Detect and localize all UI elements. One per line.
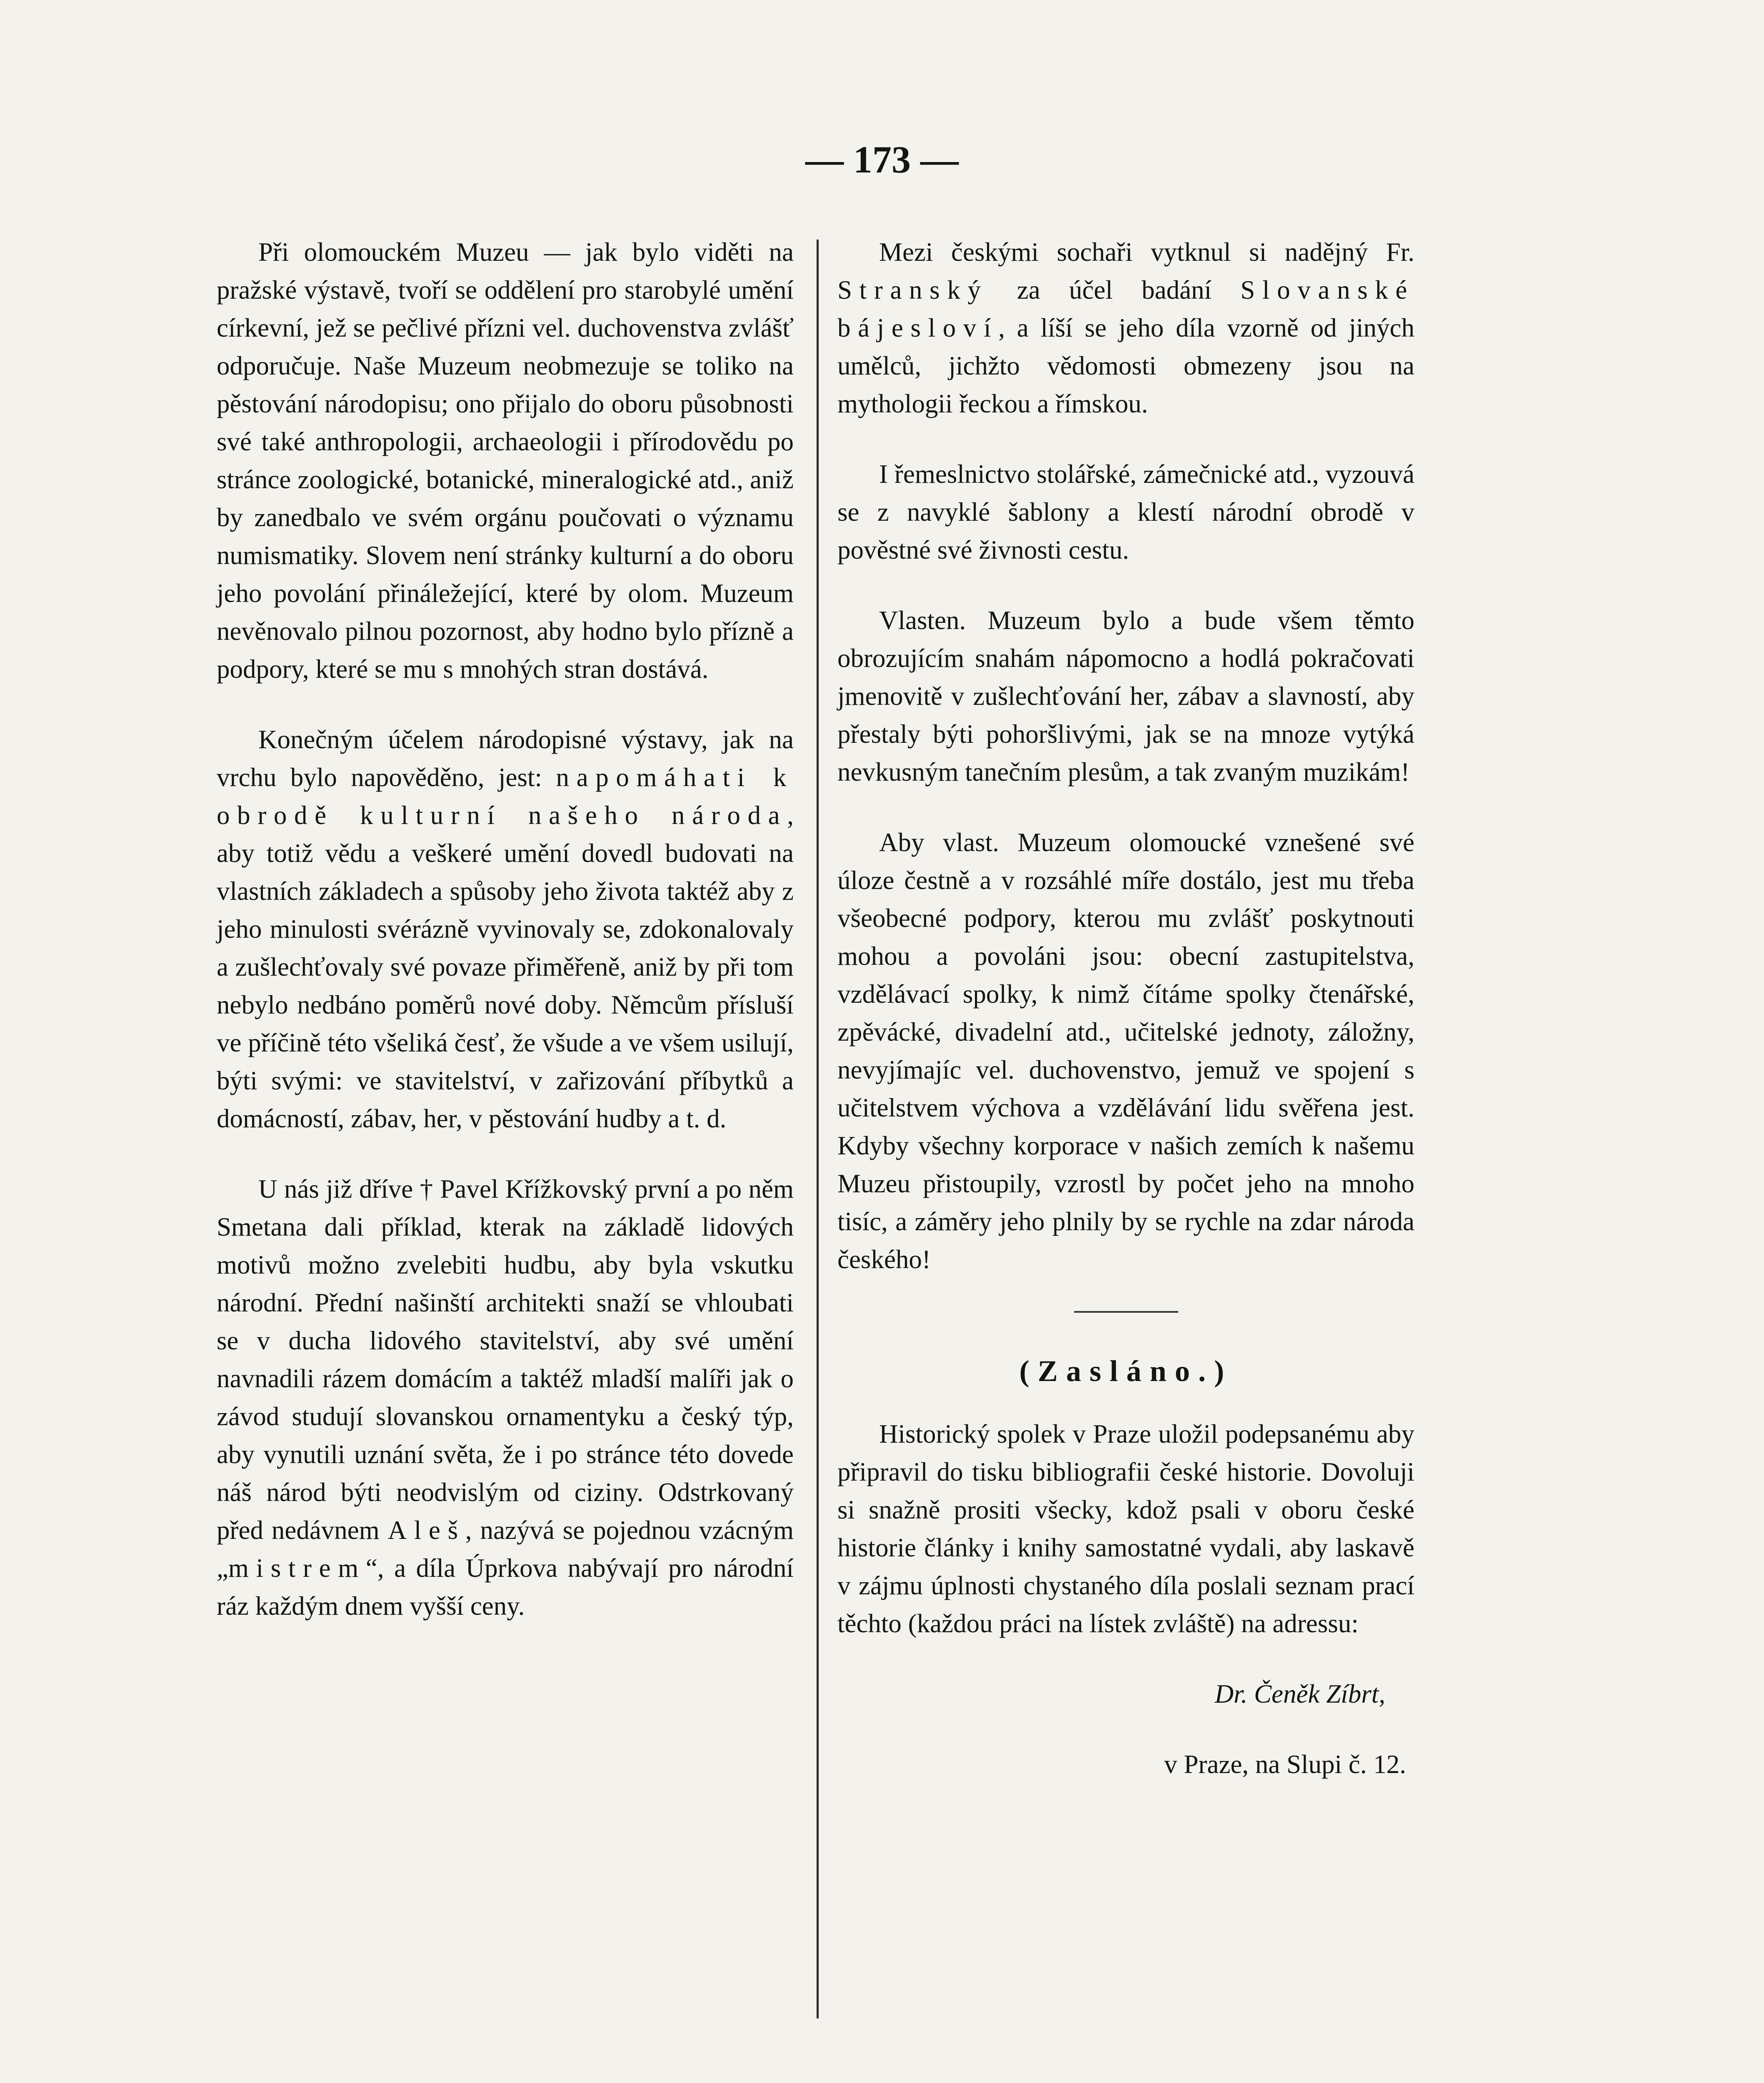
right-paragraph-4: Aby vlast. Muzeum olomoucké vznešené své úloze čestně a v rozsáhlé míře dostálo, jest mu třeba všeobecné podpory, kterou mu zvlášť poskytnouti mohou a povoláni jsou: obecní zastupitelstva, vzdělávací spolky, k nimž čítáme spolky čtenářské, zpěvácké, divadelní atd., učitelské jednoty, záložny, nevyjímajíc vel. duchovenstvo, jemuž ve spojení s učitelstvem výchova a vzdělávání lidu svěřena jest. Kdyby všechny korporace v našich zemích k našemu Muzeu přistoupily, vzrostl by počet jeho na mnoho tisíc, a záměry jeho plnily by se rychle na zdar národa českého! — [837, 828, 1414, 1274]
left-paragraph-3 — [217, 1170, 794, 1625]
right-column — [837, 233, 1414, 1816]
left-p3-mistrem: mistrem — [228, 1554, 366, 1583]
left-p3-ales: Aleš — [387, 1516, 465, 1545]
left-p2-text-a: Konečným účelem národopisné výstavy, jak na vrchu bylo napověděno, jest: — [217, 725, 794, 792]
right-p1-stransky: Stranský — [837, 275, 988, 305]
address: v Praze, na Slupi č. 12. — [1164, 1750, 1406, 1779]
left-p3-text-c: “, a díla Úprkova nabývají pro národní ráz každým dnem vyšší ceny. — [217, 1554, 794, 1621]
left-p3-text-a: U nás již dříve † Pavel Křížkovský první a po něm Smetana dali příklad, kterak na základě lidových motivů možno zvelebiti hudbu, aby byla vskutku národní. Přední našinští architekti snaží se vhloubati se v ducha lidového stavitelství, aby své umění navnadili rázem domácím a taktéž mladší malíři jak o závod studují slovanskou ornamentyku a český týp, aby vynutili uznání světa, že i po stránce této dovede náš národ býti neodvislým od ciziny. Odstrkovaný před nedávnem — [217, 1174, 794, 1545]
right-p1-text-b: za účel badání — [988, 275, 1241, 305]
right-p1-text-c: , a líší se jeho díla vzorně od jiných umělců, jichžto vědomosti obmezeny jsou na mythologii řeckou a římskou. — [837, 313, 1414, 418]
column-divider — [817, 240, 819, 2018]
notice-paragraph: Historický spolek v Praze uložil podepsanému aby připravil do tisku bibliografii české historie. Dovoluji si snažně prositi všecky, kdož psali v oboru české historie články i knihy samostatné vydali, aby laskavě v zájmu úplnosti chystaného díla poslali seznam prací těchto (každou práci na lístek zvláště) na adressu: — [837, 1419, 1414, 1638]
right-paragraph-3: Vlasten. Muzeum bylo a bude všem těmto obrozujícím snahám nápomocno a hodlá pokračovati jmenovitě v zušlechťování her, zábav a slavností, aby přestaly býti pohoršlivými, jak se na mnoze vytýká nevkusným tanečním plesům, a tak zvaným muzikám! — [837, 606, 1414, 787]
page-number: — 173 — — [805, 138, 959, 181]
right-paragraph-2: I řemeslnictvo stolářské, zámečnické atd., vyzouvá se z navyklé šablony a klestí národní obrodě v pověstné své živnosti cestu. — [837, 460, 1414, 564]
left-column — [217, 233, 794, 1658]
left-p2-text-b: , aby totiž vědu a veškeré umění dovedl budovati na vlastních základech a spůsoby jeho života taktéž aby z jeho minulosti svérázně vyvinovaly se, zdokonalovaly a zušlechťovaly své povaze přiměřeně, aniž by při tom nebylo nedbáno poměrů nové doby. Němcům přísluší ve příčině této všeliká česť, že všude a ve všem usilují, býti svými: ve stavitelství, v zařizování příbytků a domácností, zábav, her, v pěstování hudby a t. d. — [217, 801, 794, 1133]
left-p2-spaced-phrase: napomáhati k obrodě kulturní našeho národa — [217, 763, 794, 830]
right-p1-spaced-phrase: Slovanské bájesloví — [837, 275, 1414, 342]
left-paragraph-1: Při olomouckém Muzeu — jak bylo viděti na pražské výstavě, tvoří se oddělení pro starobylé umění církevní, jež se pečlivé přízni vel. duchovenstva zvlášť odporučuje. Naše Muzeum neobmezuje se toliko na pěstování národopisu; ono přijalo do oboru působnosti své také anthropologii, archaeologii i přírodovědu po stránce zoologické, botanické, mineralogické atd., aniž by zanedbalo ve svém orgánu poučovati o významu numismatiky. Slovem není stránky kulturní a do oboru jeho povolání přináležející, které by olom. Muzeum nevěnovalo pilnou pozornost, aby hodno bylo přízně a podpory, které se mu s mnohých stran dostává. — [217, 237, 794, 684]
signature: Dr. Čeněk Zíbrt, — [1214, 1679, 1385, 1708]
section-rule — [1074, 1311, 1178, 1313]
left-p3-text-b: , nazývá se pojednou vzácným „ — [217, 1516, 794, 1583]
left-paragraph-2 — [217, 721, 794, 1138]
section-heading: (Zasláno.) — [1019, 1354, 1233, 1388]
right-paragraph-1 — [837, 233, 1414, 423]
right-p1-text-a: Mezi českými sochaři vytknul si nadějný Fr. — [879, 237, 1414, 267]
